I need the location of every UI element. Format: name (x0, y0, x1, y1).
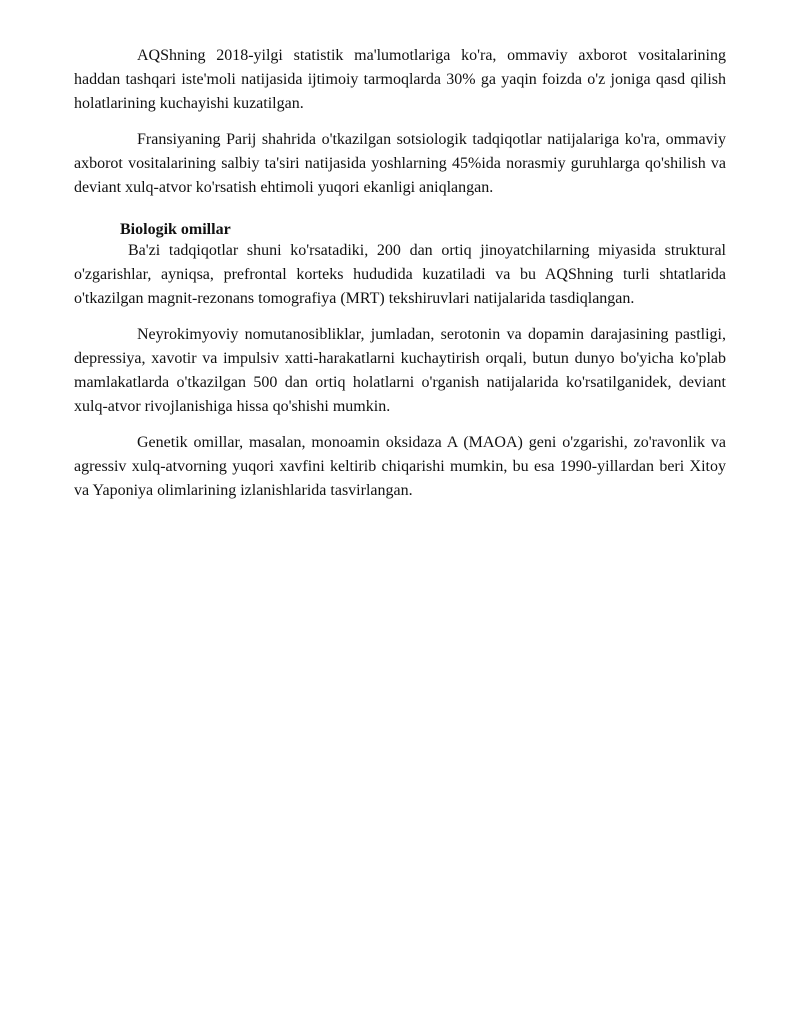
document-body (74, 44, 726, 503)
paragraph-spacer (74, 311, 726, 323)
paragraph-spacer (74, 200, 726, 221)
paragraph-neurochemical: Neyrokimyoviy nomutanosibliklar, jumladan, serotonin va dopamin darajasining pastligi, depressiya, xavotir va impulsiv xatti-harakatlarni kuchaytirish orqali, butun dunyo bo'yicha ko'plab mamlakatlarda o'tkazilgan 500 dan ortiq holatlarni o'rganish natijalarida ko'rsatilganidek, deviant xulq-atvor rivojlanishiga hissa qo'shishi mumkin. (74, 326, 726, 415)
paragraph-paris-research: Fransiyaning Parij shahrida o'tkazilgan sotsiologik tadqiqotlar natijalariga ko'ra, ommaviy axborot vositalarining salbiy ta'siri natijasida yoshlarning 45%ida norasmiy guruhlarga qo'shilish va deviant xulq-atvor ko'rsatish ehtimoli yuqori ekanligi aniqlangan. (74, 131, 726, 196)
paragraph-spacer (74, 419, 726, 431)
section-heading: Biologik omillar (120, 221, 231, 238)
paragraph-brain-structure: Ba'zi tadqiqotlar shuni ko'rsatadiki, 200 dan ortiq jinoyatchilarning miyasida struktural o'zgarishlar, ayniqsa, prefrontal korteks hududida kuzatiladi va bu AQShning turli shtatlarida o'tkazilgan magnit-rezonans tomografiya (MRT) tekshiruvlari natijalarida tasdiqlangan. (74, 242, 726, 307)
paragraph-usa-statistics: AQShning 2018-yilgi statistik ma'lumotlariga ko'ra, ommaviy axborot vositalarining haddan tashqari iste'moli natijasida ijtimoiy tarmoqlarda 30% ga yaqin foizda o'z joniga qasd qilish holatlarining kuchayishi kuzatilgan. (74, 47, 726, 112)
paragraph-spacer (74, 116, 726, 128)
paragraph-genetic: Genetik omillar, masalan, monoamin oksidaza A (MAOA) geni o'zgarishi, zo'ravonlik va agressiv xulq-atvorning yuqori xavfini keltirib chiqarishi mumkin, bu esa 1990-yillardan beri Xitoy va Yaponiya olimlarining izlanishlarida tasvirlangan. (74, 434, 726, 499)
